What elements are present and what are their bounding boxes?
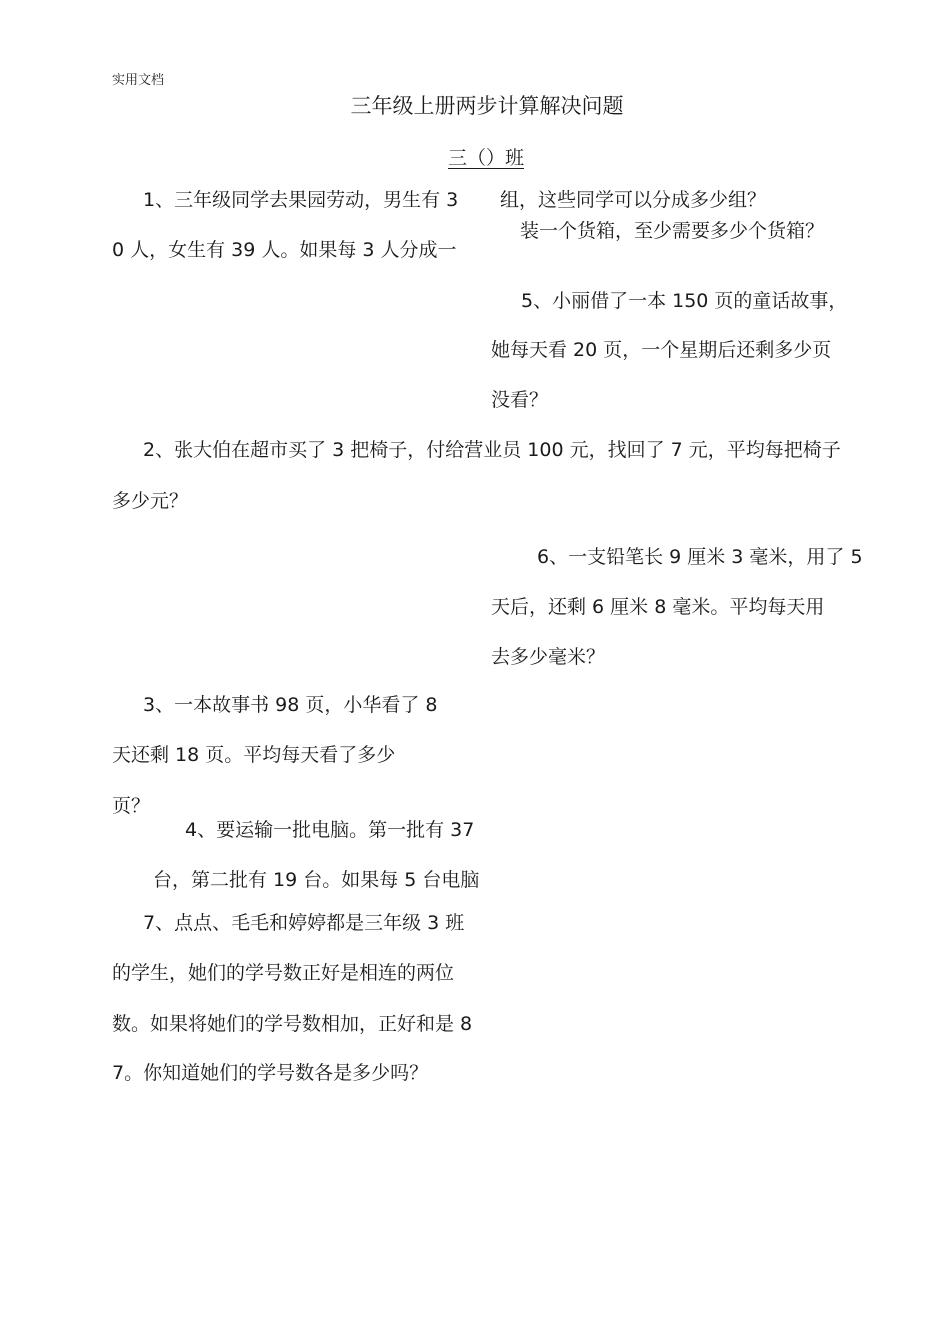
page-header: 实用文档 [112,73,165,88]
problem-1-line-2: 0 人，女生有 39 人。如果每 3 人分成一 [112,239,457,261]
problem-1-line-3: 组，这些同学可以分成多少组？ [500,189,767,211]
problem-5-line-2: 她每天看 20 页，一个星期后还剩多少页 [491,339,832,361]
problem-3-line-2: 天还剩 18 页。平均每天看了多少 [112,744,396,766]
problem-7-line-3: 数。如果将她们的学号数相加，正好和是 8 [112,1013,473,1035]
class-label [0,146,950,170]
problem-3-line-1: 3、一本故事书 98 页，小华看了 8 [143,694,438,716]
problem-7-line-1: 7、点点、毛毛和婷婷都是三年级 3 班 [143,912,465,934]
class-label-text: 三（）班 [447,147,524,169]
problem-4-line-1: 4、要运输一批电脑。第一批有 37 [185,819,475,841]
problem-6-line-1: 6、一支铅笔长 9 厘米 3 毫米，用了 5 [537,546,863,568]
problem-5-line-1: 5、小丽借了一本 150 页的童话故事， [521,290,848,312]
problem-7-line-2: 的学生，她们的学号数正好是相连的两位 [112,962,455,984]
problem-2-line-1: 2、张大伯在超市买了 3 把椅子，付给营业员 100 元，找回了 7 元，平均每把椅子 [143,439,841,461]
problem-7-line-4: 7。你知道她们的学号数各是多少吗？ [112,1062,429,1084]
problem-5-line-3: 没看？ [491,389,549,411]
problem-4-line-3: 装一个货箱，至少需要多少个货箱？ [520,220,825,242]
problem-2-line-2: 多少元？ [112,490,189,512]
problem-4-line-2: 台，第二批有 19 台。如果每 5 台电脑 [153,869,480,891]
problem-1-line-1: 1、三年级同学去果园劳动，男生有 3 [143,189,459,211]
problem-6-line-2: 天后，还剩 6 厘米 8 毫米。平均每天用 [491,596,825,618]
problem-3-line-3: 页？ [112,795,151,817]
page-title: 三年级上册两步计算解决问题 [350,94,624,118]
problem-6-line-3: 去多少毫米？ [491,646,606,668]
